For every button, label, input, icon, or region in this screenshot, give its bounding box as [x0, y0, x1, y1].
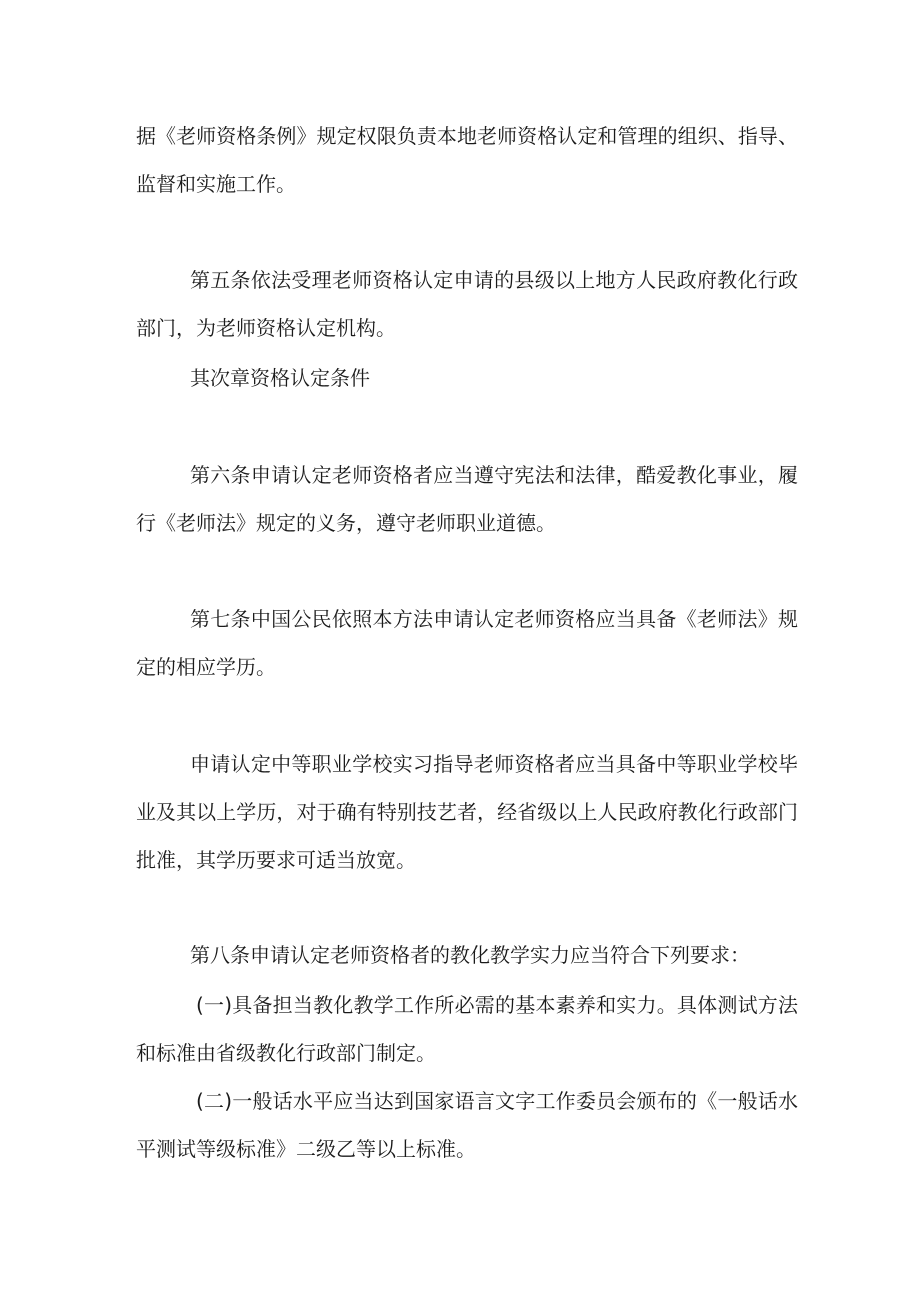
paragraph-article-5: 第五条依法受理老师资格认定申请的县级以上地方人民政府教化行政部门，为老师资格认定机构。	[136, 268, 798, 340]
chapter-heading: 其次章资格认定条件	[190, 366, 370, 390]
paragraph-article-6: 第六条申请认定老师资格者应当遵守宪法和法律，酷爱教化事业，履行《老师法》规定的义务，遵守老师职业道德。	[136, 463, 798, 535]
list-item-1: (一)具备担当教化教学工作所必需的基本素养和实力。具体测试方法和标准由省级教化行政部门制定。	[136, 993, 798, 1065]
paragraph-article-8: 第八条申请认定老师资格者的教化教学实力应当符合下列要求：	[190, 943, 750, 967]
list-item-2: (二)一般话水平应当达到国家语言文字工作委员会颁布的《一般话水平测试等级标准》二级乙等以上标准。	[136, 1089, 798, 1161]
paragraph-article-7: 第七条中国公民依照本方法申请认定老师资格应当具备《老师法》规定的相应学历。	[136, 607, 798, 679]
paragraph-vocational: 申请认定中等职业学校实习指导老师资格者应当具备中等职业学校毕业及其以上学历，对于确有特别技艺者，经省级以上人民政府教化行政部门批准，其学历要求可适当放宽。	[136, 752, 798, 872]
paragraph-continuation: 据《老师资格条例》规定权限负责本地老师资格认定和管理的组织、指导、监督和实施工作。	[136, 124, 798, 196]
